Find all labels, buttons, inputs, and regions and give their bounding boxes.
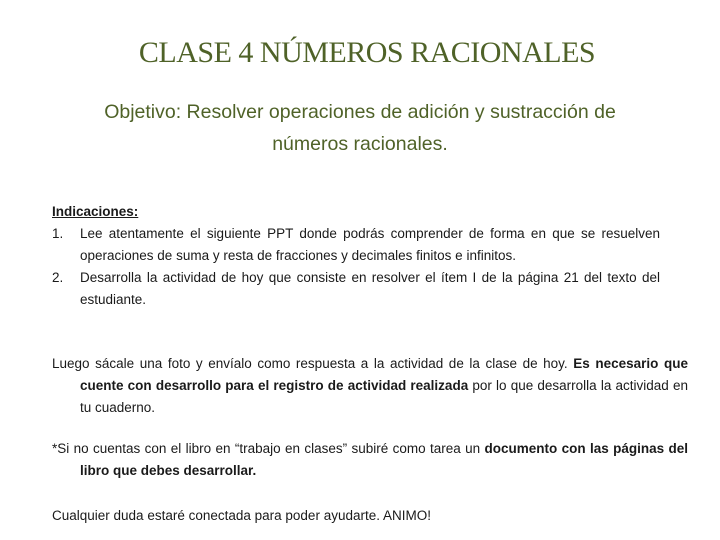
instruction-item-2: [52, 267, 660, 311]
photo-note-plain: Luego sácale una foto y envíalo como respuesta a la actividad de la clase de hoy.: [52, 356, 568, 371]
instruction-number: 2.: [52, 270, 64, 285]
photo-note-bold: Es necesario que cuente con desarrollo para el registro de actividad realizada: [80, 356, 688, 393]
book-note-bold: documento con las páginas del libro que debes desarrollar.: [80, 441, 688, 478]
instruction-text: Desarrolla la actividad de hoy que consiste en resolver el ítem I de la página 21 del texto del estudiante.: [80, 270, 660, 307]
book-note: [52, 438, 688, 482]
instruction-text: Lee atentamente el siguiente PPT donde podrás comprender de forma en que se resuelven operaciones de suma y resta de fracciones y decimales finitos e infinitos.: [80, 226, 660, 263]
instructions-section: [52, 201, 660, 311]
instruction-item-1: [52, 223, 660, 267]
instructions-heading: Indicaciones:: [52, 204, 139, 219]
slide-title: CLASE 4 NÚMEROS RACIONALES: [138, 36, 596, 69]
closing-text: Cualquier duda estaré conectada para poder ayudarte. ANIMO!: [52, 508, 431, 523]
photo-note: [52, 353, 688, 419]
instruction-number: 1.: [52, 226, 64, 241]
objective-text: Objetivo: Resolver operaciones de adición y sustracción de números racionales.: [104, 101, 616, 155]
book-note-plain: *Si no cuentas con el libro en “trabajo en clases” subiré como tarea un: [52, 441, 481, 456]
photo-note-tail: por lo que desarrolla la actividad en tu cuaderno.: [80, 378, 688, 415]
